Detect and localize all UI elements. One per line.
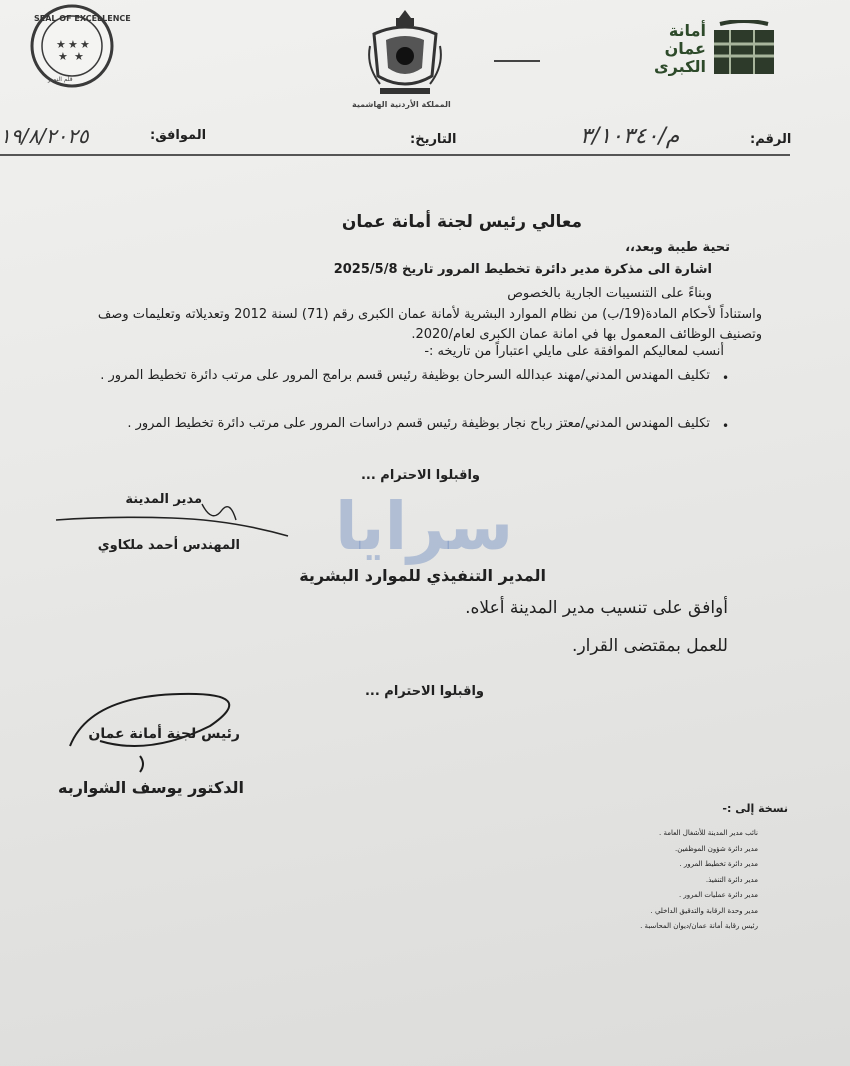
gam-logo-line3: الكبرى	[654, 57, 706, 76]
royal-crest-emblem	[366, 6, 444, 102]
copies-list-item: مدير دائرة عمليات المرور .	[678, 891, 758, 899]
date-label: التاريخ:	[410, 132, 457, 147]
gam-logo-line1: أمانة	[668, 21, 706, 40]
assignment-item-1: تكليف المهندس المدني/مهند عبدالله السرحان بوظيفة رئيس قسم برامج المرور على مرتب دائرة تخطيط المرور .	[100, 368, 710, 383]
copies-list-item: مدير دائرة شؤون الموظفين.	[675, 844, 758, 853]
bullet-dot: •	[722, 371, 730, 385]
memo-reference: اشارة الى مذكرة مدير دائرة تخطيط المرور تاريخ 2025/5/8	[333, 262, 712, 277]
city-manager-signature	[52, 500, 292, 540]
assignment-item-2: تكليف المهندس المدني/معتز رباح نجار بوظيفة رئيس قسم دراسات المرور على مرتب دائرة تخطيط المرور .	[127, 416, 710, 431]
city-manager-name: المهندس أحمد ملكاوي	[97, 538, 240, 553]
gam-logo-text	[654, 22, 706, 76]
city-manager-title: مدير المدينة	[125, 492, 202, 507]
chairman-title: رئيس لجنة أمانة عمان	[88, 726, 240, 742]
copies-list-item: مدير وحدة الرقابة والتدقيق الداخلي .	[650, 906, 758, 915]
greeting: تحية طيبة وبعد،،	[625, 240, 730, 255]
chairman-name: الدكتور يوسف الشواربه	[58, 778, 244, 797]
svg-text:★: ★	[58, 50, 68, 63]
copies-list	[640, 826, 758, 935]
approval-statement: أوافق على تنسيب مدير المدينة أعلاه.	[465, 598, 728, 618]
corresponding-date-value: ١٩/٨/٢٠٢٥	[0, 124, 89, 148]
copies-list-item: مدير دائرة تخطيط المرور .	[679, 860, 758, 868]
ref-number-label: الرقم:	[750, 132, 792, 147]
bullet-dot: •	[722, 419, 730, 433]
closing-regards: واقبلوا الاحترام ...	[360, 468, 480, 483]
gam-logo-line2: عمان	[664, 39, 706, 58]
gam-logo-mark	[710, 20, 778, 82]
header-divider	[0, 154, 790, 156]
recommendation-line: أنسب لمعاليكم الموافقة على مايلي اعتباراً من تاريخه :-	[424, 344, 724, 359]
hr-director-title: المدير التنفيذي للموارد البشرية	[299, 566, 546, 585]
svg-text:★: ★	[56, 38, 66, 51]
svg-text:★: ★	[80, 38, 90, 51]
approval-regards: واقبلوا الاحترام ...	[364, 684, 484, 699]
copies-list-item: نائب مدير المدينة للأشغال العامة .	[659, 829, 758, 837]
seal-ring-text: SEAL OF EXCELLENCE	[34, 14, 131, 23]
crest-caption: المملكة الأردنية الهاشمية	[352, 100, 451, 109]
copies-list-item: رئيس رقابة أمانة عمان/ديوان المحاسبة .	[640, 922, 758, 930]
svg-text:★: ★	[68, 38, 78, 51]
seal-motto: قلم النميز	[48, 76, 73, 83]
header-dash	[494, 60, 540, 62]
addressee: معالي رئيس لجنة أمانة عمان	[341, 212, 582, 232]
legal-basis-paragraph: واستناداً لأحكام المادة(19/ب) من نظام الموارد البشرية لأمانة عمان الكبرى رقم (71) لسنة 2012 وتعديلاته وتعليمات وصف وتصنيف الوظائف المعمول بها في امانة عمان الكبرى لعام/2020.	[97, 307, 762, 342]
svg-text:★: ★	[74, 50, 84, 63]
copies-list-item: مدير دائرة التنفيذ.	[705, 875, 758, 884]
ref-number-value: م/٣/١٠٣٤٠	[580, 124, 680, 149]
corresponding-date-label: الموافق:	[150, 128, 207, 143]
based-on-line: وبناءً على التنسيبات الجارية بالخصوص	[507, 286, 712, 301]
news-watermark: سرايا	[335, 488, 514, 565]
copies-to-title: نسخة إلى :-	[722, 802, 788, 815]
action-statement: للعمل بمقتضى القرار.	[572, 636, 728, 656]
